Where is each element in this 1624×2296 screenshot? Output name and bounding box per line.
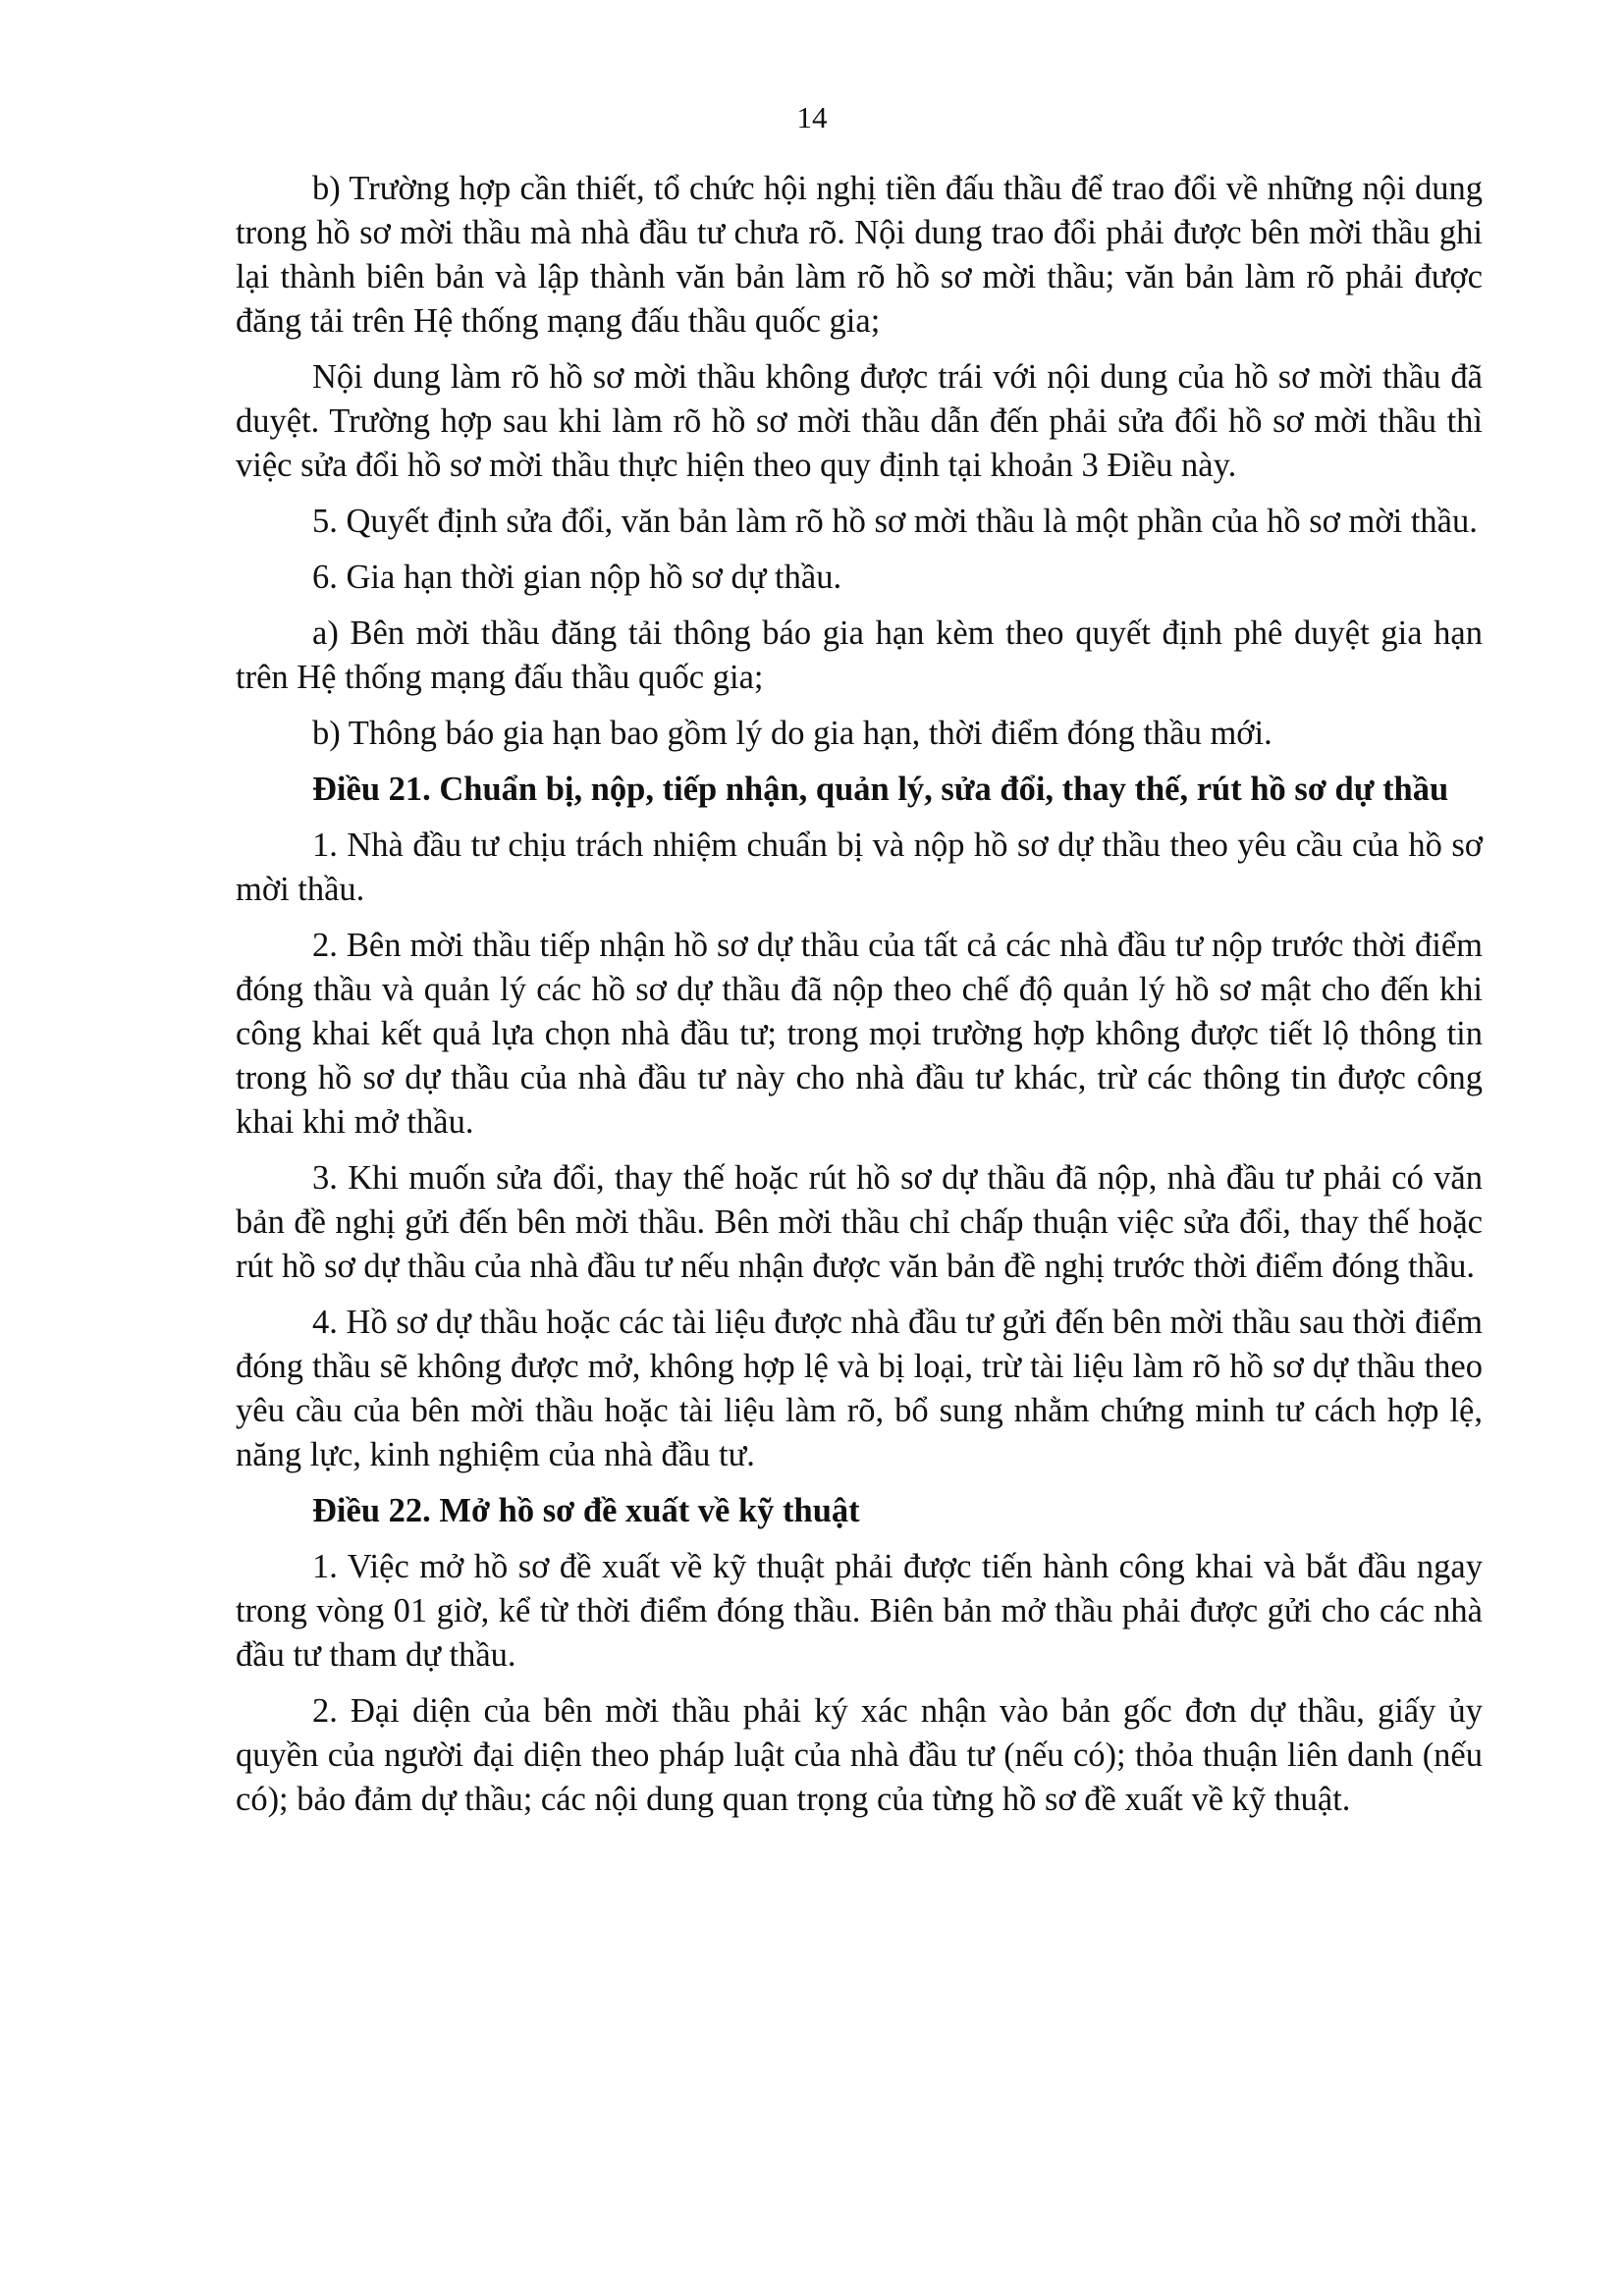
paragraph-article-22-clause-1: 1. Việc mở hồ sơ đề xuất về kỹ thuật phải được tiến hành công khai và bắt đầu ngay trong vòng 01 giờ, kể từ thời điểm đóng thầu. Biên bản mở thầu phải được gửi cho các nhà đầu tư tham dự thầu. bbox=[236, 1548, 1483, 1674]
paragraph-article-21-clause-4: 4. Hồ sơ dự thầu hoặc các tài liệu được nhà đầu tư gửi đến bên mời thầu sau thời điểm đóng thầu sẽ không được mở, không hợp lệ và bị loại, trừ tài liệu làm rõ hồ sơ dự thầu theo yêu cầu của bên mời thầu hoặc tài liệu làm rõ, bổ sung nhằm chứng minh tư cách hợp lệ, năng lực, kinh nghiệm của nhà đầu tư. bbox=[236, 1304, 1483, 1473]
paragraph-clause-6a: a) Bên mời thầu đăng tải thông báo gia hạn kèm theo quyết định phê duyệt gia hạn trên Hệ thống mạng đấu thầu quốc gia; bbox=[236, 614, 1483, 696]
paragraph-article-21-clause-3: 3. Khi muốn sửa đổi, thay thế hoặc rút hồ sơ dự thầu đã nộp, nhà đầu tư phải có văn bản đề nghị gửi đến bên mời thầu. Bên mời thầu chỉ chấp thuận việc sửa đổi, thay thế hoặc rút hồ sơ dự thầu của nhà đầu tư nếu nhận được văn bản đề nghị trước thời điểm đóng thầu. bbox=[236, 1159, 1483, 1285]
paragraph-article-22-clause-2: 2. Đại diện của bên mời thầu phải ký xác nhận vào bản gốc đơn dự thầu, giấy ủy quyền của người đại diện theo pháp luật của nhà đầu tư (nếu có); thỏa thuận liên danh (nếu có); bảo đảm dự thầu; các nội dung quan trọng của từng hồ sơ đề xuất về kỹ thuật. bbox=[236, 1692, 1483, 1818]
page-number: 14 bbox=[796, 100, 828, 134]
paragraph-article-21-clause-1: 1. Nhà đầu tư chịu trách nhiệm chuẩn bị và nộp hồ sơ dự thầu theo yêu cầu của hồ sơ mời thầu. bbox=[236, 827, 1483, 908]
article-22-heading: Điều 22. Mở hồ sơ đề xuất về kỹ thuật bbox=[312, 1492, 860, 1529]
paragraph-clause-6b: b) Thông báo gia hạn bao gồm lý do gia hạn, thời điểm đóng thầu mới. bbox=[312, 715, 1272, 752]
paragraph-clarification-content: Nội dung làm rõ hồ sơ mời thầu không được trái với nội dung của hồ sơ mời thầu đã duyệt. Trường hợp sau khi làm rõ hồ sơ mời thầu dẫn đến phải sửa đổi hồ sơ mời thầu thì việc sửa đổi hồ sơ mời thầu thực hiện theo quy định tại khoản 3 Điều này. bbox=[236, 358, 1483, 484]
document-body bbox=[236, 167, 1483, 1834]
paragraph-clause-6: 6. Gia hạn thời gian nộp hồ sơ dự thầu. bbox=[312, 559, 842, 596]
paragraph-clause-4b: b) Trường hợp cần thiết, tổ chức hội nghị tiền đấu thầu để trao đổi về những nội dung trong hồ sơ mời thầu mà nhà đầu tư chưa rõ. Nội dung trao đổi phải được bên mời thầu ghi lại thành biên bản và lập thành văn bản làm rõ hồ sơ mời thầu; văn bản làm rõ phải được đăng tải trên Hệ thống mạng đấu thầu quốc gia; bbox=[236, 170, 1483, 340]
paragraph-article-21-clause-2: 2. Bên mời thầu tiếp nhận hồ sơ dự thầu của tất cả các nhà đầu tư nộp trước thời điểm đóng thầu và quản lý các hồ sơ dự thầu đã nộp theo chế độ quản lý hồ sơ mật cho đến khi công khai kết quả lựa chọn nhà đầu tư; trong mọi trường hợp không được tiết lộ thông tin trong hồ sơ dự thầu của nhà đầu tư này cho nhà đầu tư khác, trừ các thông tin được công khai khi mở thầu. bbox=[236, 927, 1483, 1141]
article-21-heading: Điều 21. Chuẩn bị, nộp, tiếp nhận, quản lý, sửa đổi, thay thế, rút hồ sơ dự thầu bbox=[312, 771, 1449, 808]
paragraph-clause-5: 5. Quyết định sửa đổi, văn bản làm rõ hồ sơ mời thầu là một phần của hồ sơ mời thầu. bbox=[312, 503, 1478, 540]
